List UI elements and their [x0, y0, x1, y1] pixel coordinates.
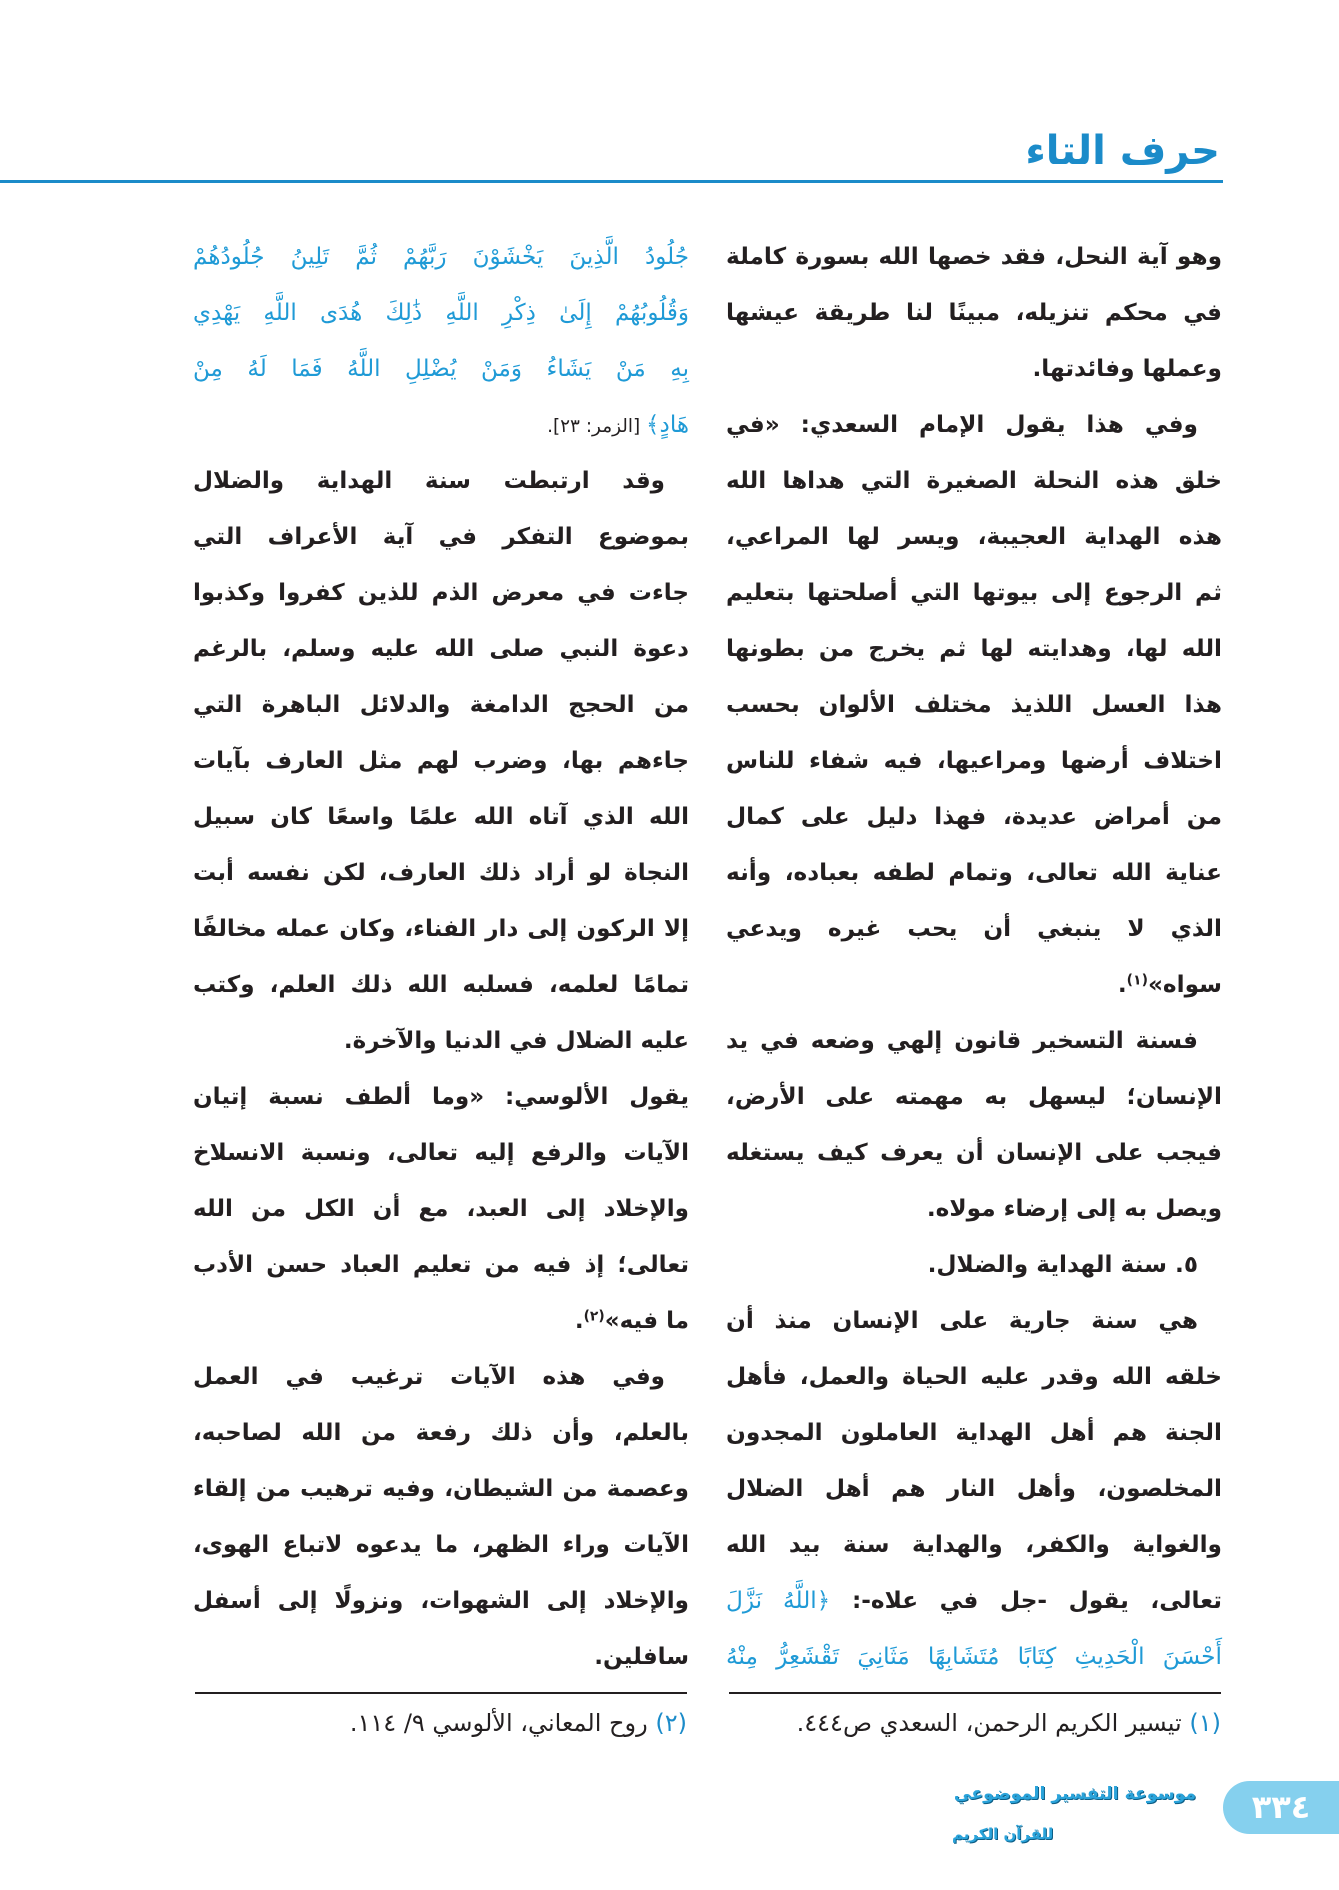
section-heading: ٥. سنة الهداية والضلال. — [927, 1251, 1198, 1278]
text-line: والإخلاد إلى الشهوات، ونزولًا إلى أسفل — [193, 1588, 689, 1614]
text-line: يقول الألوسي: «وما ألطف نسبة إتيان — [193, 1084, 689, 1110]
header-rule — [0, 180, 1223, 183]
text-line — [193, 397, 689, 453]
footnote-marker: (١) — [1189, 1709, 1221, 1737]
quran-verse-line: أَحْسَنَ الْحَدِيثِ كِتَابًا مُتَشَابِهًا مَثَانِيَ تَقْشَعِرُّ مِنْهُ — [726, 1643, 1222, 1670]
encyclopedia-logo — [952, 1766, 1198, 1850]
verse-citation: [الزمر: ٢٣]. — [547, 416, 647, 437]
text-line: دعوة النبي صلى الله عليه وسلم، بالرغم — [193, 636, 689, 662]
text-line: وقد ارتبطت سنة الهداية والضلال — [193, 468, 665, 494]
text-line: النجاة لو أراد ذلك العارف، لكن نفسه أبت — [193, 860, 689, 886]
text-line — [726, 1573, 1222, 1629]
text-line — [193, 1293, 689, 1349]
text-segment: . — [1117, 971, 1127, 998]
text-line: الآيات وراء الظهر، ما يدعوه لاتباع الهوى، — [193, 1532, 689, 1558]
footnote — [727, 1701, 1221, 1745]
text-line: وعملها وفائدتها. — [1032, 355, 1222, 382]
right-column — [726, 229, 1222, 1685]
text-line: والغواية والكفر، والهداية سنة بيد الله — [726, 1531, 1222, 1558]
left-column — [193, 229, 689, 1685]
text-segment: ما فيه» — [604, 1308, 689, 1334]
text-line: إلا الركون إلى دار الفناء، وكان عمله مخالفًا — [193, 916, 689, 942]
text-line: من الحجج الدامغة والدلائل الباهرة التي — [193, 692, 689, 718]
footnote-separator — [195, 1692, 687, 1694]
footnote — [193, 1701, 687, 1745]
text-line: ثم الرجوع إلى بيوتها التي أصلحتها بتعليم — [726, 579, 1222, 606]
text-line: الله الذي آتاه الله علمًا واسعًا كان سبيل — [193, 804, 689, 830]
footnote-text: روح المعاني، الألوسي ٩/ ١١٤. — [349, 1709, 648, 1737]
quran-verse-text: هَادٍ﴾ — [646, 412, 689, 438]
text-line: عليه الضلال في الدنيا والآخرة. — [343, 1028, 689, 1054]
text-line: الإنسان؛ ليسهل به مهمته على الأرض، — [726, 1083, 1222, 1110]
text-line: اختلاف أرضها ومراعيها، فيه شفاء للناس — [726, 747, 1222, 774]
logo-title: موسوعة التفسير الموضوعي — [953, 1784, 1197, 1804]
text-line: في محكم تنزيله، مبينًا لنا طريقة عيشها — [726, 299, 1222, 326]
quran-verse-line: وَقُلُوبُهُمْ إِلَىٰ ذِكْرِ اللَّهِ ذَٰلِكَ هُدَى اللَّهِ يَهْدِي — [193, 300, 689, 326]
chapter-title: حرف التاء — [1025, 128, 1220, 174]
footnote-text: تيسير الكريم الرحمن، السعدي ص٤٤٤. — [796, 1709, 1182, 1737]
quran-verse-line: بِهِ مَنْ يَشَاءُ وَمَنْ يُضْلِلِ اللَّهُ فَمَا لَهُ مِنْ — [193, 356, 689, 382]
text-line: خلقه الله وقدر عليه الحياة والعمل، فأهل — [726, 1363, 1222, 1390]
text-line: هذه الهداية العجيبة، ويسر لها المراعي، — [726, 523, 1222, 550]
text-line — [726, 957, 1222, 1013]
text-line: الجنة هم أهل الهداية العاملون المجدون — [726, 1419, 1222, 1446]
text-line: الذي لا ينبغي أن يحب غيره ويدعي — [726, 915, 1222, 942]
text-line: خلق هذه النحلة الصغيرة التي هداها الله — [726, 467, 1222, 494]
text-line: تمامًا لعلمه، فسلبه الله ذلك العلم، وكتب — [193, 972, 689, 998]
text-line: سافلين. — [594, 1644, 689, 1670]
text-line: تعالى؛ إذ فيه من تعليم العباد حسن الأدب — [193, 1252, 689, 1278]
text-line: وفي هذا يقول الإمام السعدي: «في — [726, 411, 1198, 438]
text-line: عناية الله تعالى، وتمام لطفه بعباده، وأنه — [726, 859, 1222, 886]
text-line: هذا العسل اللذيذ مختلف الألوان بحسب — [726, 691, 1222, 718]
text-segment: سواه» — [1147, 971, 1222, 998]
logo-subtitle: للقرآن الكريم — [952, 1825, 1054, 1843]
footnote-marker: (٢) — [655, 1709, 687, 1737]
text-line: من أمراض عديدة، فهذا دليل على كمال — [726, 803, 1222, 830]
text-line: فيجب على الإنسان أن يعرف كيف يستغله — [726, 1139, 1222, 1166]
quran-verse-line: جُلُودُ الَّذِينَ يَخْشَوْنَ رَبَّهُمْ ثُمَّ تَلِينُ جُلُودُهُمْ — [193, 244, 689, 270]
text-line: والإخلاد إلى العبد، مع أن الكل من الله — [193, 1196, 689, 1222]
text-segment: . — [574, 1308, 584, 1334]
text-line: جاءهم بها، وضرب لهم مثل العارف بآيات — [193, 748, 689, 774]
text-line: وهو آية النحل، فقد خصها الله بسورة كاملة — [726, 243, 1222, 270]
text-segment: تعالى، يقول -جل في علاه-: — [830, 1587, 1223, 1614]
text-line: هي سنة جارية على الإنسان منذ أن — [726, 1307, 1198, 1334]
text-line: الآيات والرفع إليه تعالى، ونسبة الانسلاخ — [193, 1140, 689, 1166]
text-line: المخلصون، وأهل النار هم أهل الضلال — [726, 1475, 1222, 1502]
page-number: ٣٣٤ — [1223, 1781, 1339, 1834]
footnote-separator — [729, 1692, 1221, 1694]
text-line: الله لها، وهدايته لها ثم يخرج من بطونها — [726, 635, 1222, 662]
text-line: وفي هذه الآيات ترغيب في العمل — [193, 1364, 665, 1390]
text-line: ويصل به إلى إرضاء مولاه. — [926, 1195, 1222, 1222]
text-line: جاءت في معرض الذم للذين كفروا وكذبوا — [193, 580, 689, 606]
text-line: وعصمة من الشيطان، وفيه ترهيب من إلقاء — [193, 1476, 689, 1502]
footnote-reference: (١) — [1126, 972, 1148, 989]
quran-verse-text: ﴿اللَّهُ نَزَّلَ — [726, 1587, 831, 1614]
footnote-reference: (٢) — [583, 1308, 605, 1325]
text-line: بالعلم، وأن ذلك رفعة من الله لصاحبه، — [193, 1420, 689, 1446]
text-line: فسنة التسخير قانون إلهي وضعه في يد — [726, 1027, 1198, 1054]
text-line: بموضوع التفكر في آية الأعراف التي — [193, 524, 689, 550]
